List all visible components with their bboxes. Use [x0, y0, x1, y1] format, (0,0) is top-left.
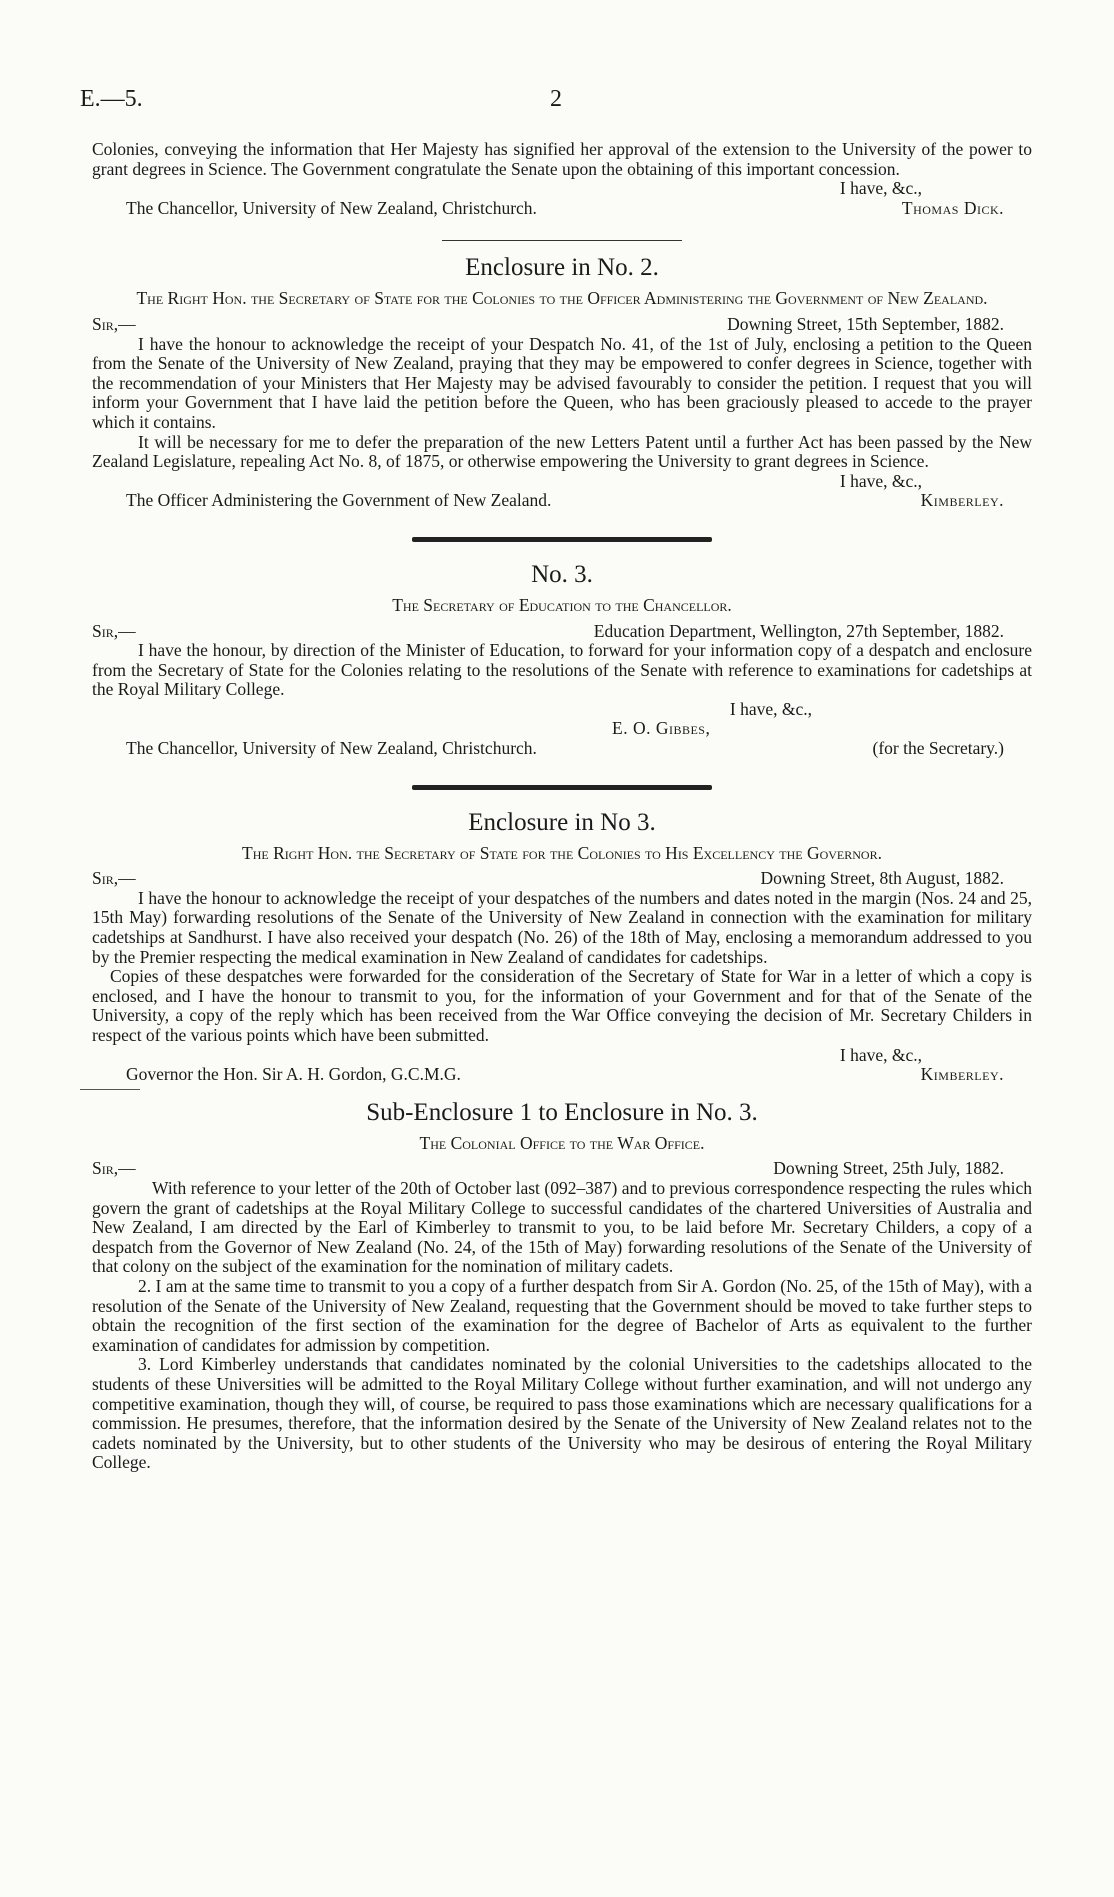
paragraph: I have the honour to acknowledge the receipt of your despatches of the numbers and dates noted in the margin (Nos. 24 and 25, 15th May) forwarding resolutions of the Senate of the University of New Zealand in connection with the examination for military cadetships at Sandhurst. I have also received your despatch (No. 26) of the 18th of May, enclosing a memorandum addressed to you by the Premier respecting the medical examination in New Zealand of candidates for cadetships.: [92, 887, 1032, 967]
signatory-capacity: (for the Secretary.): [872, 738, 1004, 759]
signatory: Thomas Dick.: [901, 197, 1004, 218]
paragraph: With reference to your letter of the 20th of October last (092–387) and to previous correspondence respecting the rules which govern the grant of cadetships at the Royal Military College to successful candidates of the chartered Universities of Australia and New Zealand, I am directed by the Earl of Kimberley to transmit to you, to be laid before Mr. Secretary Childers, a copy of a despatch from the Governor of New Zealand (No. 24, of the 15th of May) forwarding resolutions of the Senate of the University of that colony on the subject of the examination for the nomination of military cadets.: [92, 1177, 1032, 1277]
page-header: [80, 86, 1030, 116]
section-sub-enclosure-1: [92, 1098, 1032, 1473]
salutation: Sir,—: [92, 313, 136, 334]
section-subtitle: The Right Hon. the Secretary of State for the Colonies to the Officer Administering the Government of New Zealand.: [136, 288, 988, 309]
addressee: The Chancellor, University of New Zealand, Christchurch.: [126, 197, 537, 218]
paragraph: I have the honour to acknowledge the receipt of your Despatch No. 41, of the 1st of July, enclosing a petition to the Queen from the Senate of the University of New Zealand, praying that they may be empowered to confer degrees in Science, together with the recommendation of your Ministers that Her Majesty may be advised favourably to consider the petition. I request that you will inform your Government that I have laid the petition before the Queen, who has been graciously pleased to accede to the prayer which it contains.: [92, 333, 1032, 432]
paragraph: Copies of these despatches were forwarded for the consideration of the Secretary of State for War in a letter of which a copy is enclosed, and I have the honour to transmit to you, for the information of your Government and for that of the Senate of the University, a copy of the reply which has been received from the War Office conveying the decision of Mr. Secretary Childers in respect of the various points which have been submitted.: [92, 966, 1032, 1045]
signatory: E. O. Gibbes,: [612, 718, 711, 739]
acknowledgement: I have, &c.,: [839, 1044, 922, 1065]
salutation-line: [92, 315, 1032, 335]
salutation-line: [92, 1159, 1032, 1179]
section-title: No. 3.: [531, 560, 593, 588]
addressee: The Officer Administering the Government of New Zealand.: [126, 490, 552, 511]
closing-line: [92, 199, 1032, 219]
document-body: [92, 140, 1032, 1473]
section-title: Sub-Enclosure 1 to Enclosure in No. 3.: [366, 1098, 758, 1126]
addressee: The Chancellor, University of New Zealand, Christchurch.: [126, 738, 537, 759]
section-subtitle: The Colonial Office to the War Office.: [419, 1132, 705, 1153]
section-divider: [412, 785, 712, 790]
addressee: Governor the Hon. Sir A. H. Gordon, G.C.M.G.: [126, 1064, 461, 1085]
paragraph: I have the honour, by direction of the Minister of Education, to forward for your information copy of a despatch and enclosure from the Secretary of State for the Colonies relating to the resolutions of the Senate with reference to examinations for cadetships at the Royal Military College.: [92, 640, 1032, 700]
section-title: Enclosure in No. 2.: [465, 254, 659, 282]
paragraph: Colonies, conveying the information that Her Majesty has signified her approval of the extension to the University of the power to grant degrees in Science. The Government congratulate the Senate upon the obtaining of this important concession.: [92, 139, 1032, 179]
section-enclosure-no2: [92, 253, 1032, 511]
place-date: Downing Street, 15th September, 1882.: [727, 313, 1004, 334]
place-date: Education Department, Wellington, 27th September, 1882.: [593, 620, 1004, 641]
paragraph: It will be necessary for me to defer the preparation of the new Letters Patent until a further Act has been passed by the New Zealand Legislature, repealing Act No. 8, of 1875, or otherwise empowering the University to grant degrees in Science.: [92, 431, 1032, 472]
salutation-line: [92, 622, 1032, 642]
closing-line: [92, 491, 1032, 511]
closing-line: [92, 739, 1032, 759]
document-reference: E.—5.: [80, 86, 143, 112]
acknowledgement: I have, &c.,: [839, 470, 922, 491]
section-enclosure-no3: [92, 808, 1032, 1090]
page-number: 2: [550, 86, 562, 112]
signatory: Kimberley.: [920, 490, 1004, 511]
section-subtitle: The Right Hon. the Secretary of State for the Colonies to His Excellency the Governor.: [242, 842, 882, 863]
section-title: Enclosure in No 3.: [468, 808, 656, 836]
paragraph: 2. I am at the same time to transmit to you a copy of a further despatch from Sir A. Gordon (No. 25, of the 15th of May), with a resolution of the Senate of the University of New Zealand, requesting that the Government should be moved to take further steps to obtain the recognition of the first section of the examination for the degree of Bachelor of Arts as equivalent to the further examination of candidates for admission by competition.: [92, 1275, 1032, 1355]
salutation-line: [92, 869, 1032, 889]
closing-line: [92, 1065, 1032, 1085]
salutation: Sir,—: [92, 868, 136, 889]
section-no3: [92, 560, 1032, 759]
acknowledgement: I have, &c.,: [729, 698, 812, 719]
paragraph: 3. Lord Kimberley understands that candidates nominated by the colonial Universities to the cadetships allocated to the students of these Universities will be admitted to the Royal Military College without further examination, and will not undergo any competitive examination, though they will, of course, be required to pass those examinations which are necessary qualifications for a commission. He presumes, therefore, that the information desired by the Senate of the University of New Zealand relates not to the cadets nominated by the University, but to other students of the University who may be desirous of entering the Royal Military College.: [92, 1354, 1032, 1473]
section-subtitle: The Secretary of Education to the Chancellor.: [392, 594, 732, 615]
section-divider: [442, 240, 682, 241]
salutation: Sir,—: [92, 1158, 136, 1179]
acknowledgement: I have, &c.,: [839, 178, 922, 199]
salutation: Sir,—: [92, 620, 136, 641]
section-divider: [412, 537, 712, 542]
section-continuation: [92, 140, 1032, 218]
place-date: Downing Street, 8th August, 1882.: [760, 868, 1004, 889]
signatory: Kimberley.: [920, 1064, 1004, 1085]
margin-rule: [80, 1089, 140, 1090]
place-date: Downing Street, 25th July, 1882.: [773, 1158, 1004, 1179]
